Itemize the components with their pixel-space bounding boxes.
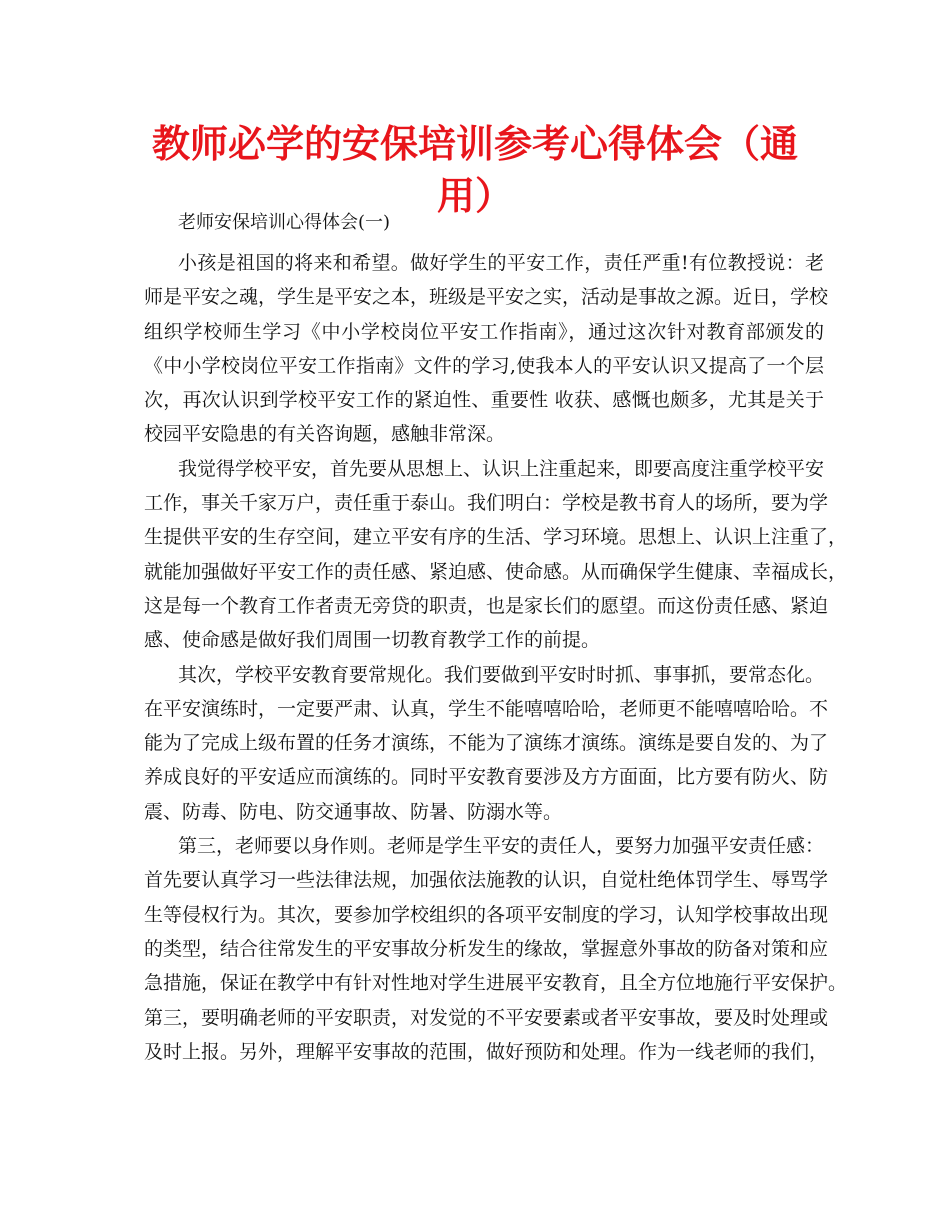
body-line: 首先要认真学习一些法律法规，加强依法施教的认识，自觉杜绝体罚学生、辱骂学 [144,869,829,892]
section-subheading: 老师安保培训心得体会(一) [178,212,391,233]
body-line: 生等侵权行为。其次，要参加学校组织的各项平安制度的学习，认知学校事故出现 [144,903,829,926]
body-line: 能为了完成上级布置的任务才演练，不能为了演练才演练。演练是要自发的、为了 [144,732,829,755]
body-line: 师是平安之魂，学生是平安之本，班级是平安之实，活动是事故之源。近日，学校 [144,286,829,309]
body-line: 小孩是祖国的将来和希望。做好学生的平安工作，责任严重!有位教授说：老 [178,252,824,274]
body-line: 的类型，结合往常发生的平安事故分析发生的缘故，掌握意外事故的防备对策和应 [144,937,829,960]
body-line: 组织学校师生学习《中小学校岗位平安工作指南》，通过这次针对教育部颁发的 [144,320,824,343]
body-line: 急措施，保证在教学中有针对性地对学生进展平安教育，且全方位地施行平安保护。 [144,972,848,995]
body-line: 第三，老师要以身作则。老师是学生平安的责任人，要努力加强平安责任感： [178,835,825,858]
body-line: 这是每一个教育工作者责无旁贷的职责，也是家长们的愿望。而这份责任感、紧迫 [144,594,829,617]
body-line: 校园平安隐患的有关咨询题，感触非常深。 [144,423,506,446]
body-line: 其次，学校平安教育要常规化。我们要做到平安时时抓、事事抓，要常态化。 [178,663,825,686]
document-title: 教师必学的安保培训参考心得体会（通用） [151,122,798,218]
body-line: 及时上报。另外，理解平安事故的范围，做好预防和处理。作为一线老师的我们， [144,1040,829,1063]
body-line: 第三，要明确老师的平安职责，对发觉的不平安要素或者平安事故，要及时处理或 [144,1006,829,1029]
body-line: 养成良好的平安适应而演练的。同时平安教育要涉及方方面面，比方要有防火、防 [144,766,829,789]
body-line: 工作，事关千家万户，责任重于泰山。我们明白：学校是教书育人的场所，要为学 [144,492,829,515]
body-line: 《中小学校岗位平安工作指南》文件的学习,使我本人的平安认识又提高了一个层 [144,354,824,377]
body-line: 感、使命感是做好我们周围一切教育教学工作的前提。 [144,629,601,652]
body-line: 在平安演练时，一定要严肃、认真，学生不能嘻嘻哈哈，老师更不能嘻嘻哈哈。不 [144,697,829,720]
body-line: 就能加强做好平安工作的责任感、紧迫感、使命感。从而确保学生健康、幸福成长， [144,560,848,583]
body-line: 我觉得学校平安，首先要从思想上、认识上注重起来，即要高度注重学校平安 [178,457,825,480]
body-line: 生提供平安的生存空间，建立平安有序的生活、学习环境。思想上、认识上注重了， [144,526,848,549]
body-line: 震、防毒、防电、防交通事故、防暑、防溺水等。 [144,800,563,823]
body-line: 次，再次认识到学校平安工作的紧迫性、重要性 收获、感慨也颇多，尤其是关于 [144,389,824,412]
document-body [144,246,848,1069]
